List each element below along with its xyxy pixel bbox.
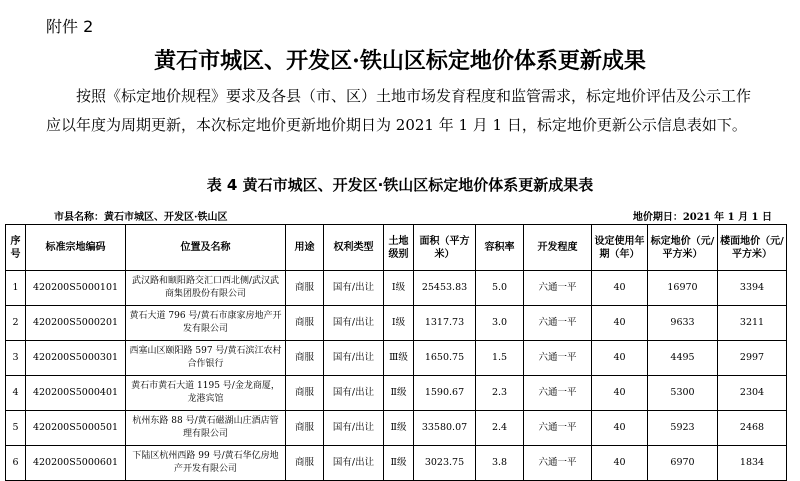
standard-price-cell: 5923 — [648, 411, 718, 446]
land-grade-cell: Ⅰ级 — [384, 271, 414, 306]
area-value-cell: 1317.73 — [414, 306, 476, 341]
floor-price-cell: 2304 — [718, 376, 787, 411]
floor-price-cell: 2997 — [718, 341, 787, 376]
column-header: 序号 — [6, 225, 26, 271]
development-level-cell: 六通一平 — [524, 271, 592, 306]
parcel-code-cell: 420200S5000501 — [26, 411, 126, 446]
table-row — [6, 271, 787, 306]
right-type-cell: 国有/出让 — [324, 306, 384, 341]
use-term-cell: 40 — [592, 446, 648, 481]
right-type-cell: 国有/出让 — [324, 411, 384, 446]
development-level-cell: 六通一平 — [524, 411, 592, 446]
column-header: 容积率 — [476, 225, 524, 271]
land-use-cell: 商服 — [286, 306, 324, 341]
use-term-cell: 40 — [592, 376, 648, 411]
use-term-cell: 40 — [592, 271, 648, 306]
location-name-cell: 黄石市黄石大道 1195 号/金龙商厦，龙港宾馆 — [126, 376, 286, 411]
table-row — [6, 446, 787, 481]
land-use-cell: 商服 — [286, 271, 324, 306]
parcel-code-cell: 420200S5000601 — [26, 446, 126, 481]
floor-price-cell: 3211 — [718, 306, 787, 341]
table-row — [6, 306, 787, 341]
development-level-cell: 六通一平 — [524, 376, 592, 411]
land-grade-cell: Ⅱ级 — [384, 446, 414, 481]
land-use-cell: 商服 — [286, 341, 324, 376]
column-header: 开发程度 — [524, 225, 592, 271]
column-header: 设定使用年期（年） — [592, 225, 648, 271]
column-header: 权利类型 — [324, 225, 384, 271]
floor-area-ratio-cell: 1.5 — [476, 341, 524, 376]
column-header: 标准宗地编码 — [26, 225, 126, 271]
attachment-label: 附件 2 — [46, 17, 94, 36]
use-term-cell: 40 — [592, 341, 648, 376]
column-header: 土地级别 — [384, 225, 414, 271]
area-value-cell: 33580.07 — [414, 411, 476, 446]
right-type-cell: 国有/出让 — [324, 446, 384, 481]
development-level-cell: 六通一平 — [524, 306, 592, 341]
right-type-cell: 国有/出让 — [324, 341, 384, 376]
row-number-cell: 4 — [6, 376, 26, 411]
land-price-table — [5, 224, 787, 481]
use-term-cell: 40 — [592, 306, 648, 341]
table-row — [6, 411, 787, 446]
area-value-cell: 3023.75 — [414, 446, 476, 481]
land-grade-cell: Ⅰ级 — [384, 306, 414, 341]
parcel-code-cell: 420200S5000301 — [26, 341, 126, 376]
row-number-cell: 3 — [6, 341, 26, 376]
location-name-cell: 黄石大道 796 号/黄石市康家房地产开发有限公司 — [126, 306, 286, 341]
row-number-cell: 6 — [6, 446, 26, 481]
location-name-cell: 武汉路和颐阳路交汇口西北侧/武汉武商集团股份有限公司 — [126, 271, 286, 306]
column-header: 位置及名称 — [126, 225, 286, 271]
standard-price-cell: 4495 — [648, 341, 718, 376]
land-use-cell: 商服 — [286, 446, 324, 481]
table-header-row — [6, 225, 787, 271]
floor-price-cell: 1834 — [718, 446, 787, 481]
standard-price-cell: 9633 — [648, 306, 718, 341]
location-name-cell: 西塞山区颐阳路 597 号/黄石滨江农村合作银行 — [126, 341, 286, 376]
table-row — [6, 341, 787, 376]
table-row — [6, 376, 787, 411]
column-header: 楼面地价（元/平方米） — [718, 225, 787, 271]
development-level-cell: 六通一平 — [524, 341, 592, 376]
floor-area-ratio-cell: 2.3 — [476, 376, 524, 411]
parcel-code-cell: 420200S5000101 — [26, 271, 126, 306]
area-value-cell: 1590.67 — [414, 376, 476, 411]
column-header: 面积（平方米） — [414, 225, 476, 271]
land-grade-cell: Ⅲ级 — [384, 341, 414, 376]
use-term-cell: 40 — [592, 411, 648, 446]
location-name-cell: 杭州东路 88 号/黄石磁湖山庄酒店管理有限公司 — [126, 411, 286, 446]
area-value-cell: 1650.75 — [414, 341, 476, 376]
column-header: 用途 — [286, 225, 324, 271]
row-number-cell: 5 — [6, 411, 26, 446]
floor-area-ratio-cell: 3.8 — [476, 446, 524, 481]
right-type-cell: 国有/出让 — [324, 376, 384, 411]
floor-area-ratio-cell: 3.0 — [476, 306, 524, 341]
row-number-cell: 2 — [6, 306, 26, 341]
floor-area-ratio-cell: 5.0 — [476, 271, 524, 306]
floor-area-ratio-cell: 2.4 — [476, 411, 524, 446]
land-use-cell: 商服 — [286, 376, 324, 411]
right-type-cell: 国有/出让 — [324, 271, 384, 306]
location-name-cell: 下陆区杭州西路 99 号/黄石华亿房地产开发有限公司 — [126, 446, 286, 481]
row-number-cell: 1 — [6, 271, 26, 306]
land-use-cell: 商服 — [286, 411, 324, 446]
table-caption: 表 4 黄石市城区、开发区·铁山区标定地价体系更新成果表 — [206, 176, 594, 194]
parcel-code-cell: 420200S5000401 — [26, 376, 126, 411]
area-value-cell: 25453.83 — [414, 271, 476, 306]
column-header: 标定地价（元/平方米） — [648, 225, 718, 271]
land-grade-cell: Ⅱ级 — [384, 411, 414, 446]
county-name-label: 市县名称：黄石市城区、开发区·铁山区 — [54, 212, 228, 223]
standard-price-cell: 5300 — [648, 376, 718, 411]
intro-paragraph: 按照《标定地价规程》要求及各县（市、区）土地市场发育程度和监管需求，标定地价评估及公示工作应以年度为周期更新，本次标定地价更新地价期日为 2021 年 1 月 1 日，标定地价更新公示信息表如下。 — [46, 87, 752, 134]
parcel-code-cell: 420200S5000201 — [26, 306, 126, 341]
floor-price-cell: 2468 — [718, 411, 787, 446]
price-date-label: 地价期日：2021 年 1 月 1 日 — [632, 212, 772, 223]
development-level-cell: 六通一平 — [524, 446, 592, 481]
document-title: 黄石市城区、开发区·铁山区标定地价体系更新成果 — [154, 48, 646, 74]
standard-price-cell: 6970 — [648, 446, 718, 481]
floor-price-cell: 3394 — [718, 271, 787, 306]
standard-price-cell: 16970 — [648, 271, 718, 306]
land-grade-cell: Ⅱ级 — [384, 376, 414, 411]
